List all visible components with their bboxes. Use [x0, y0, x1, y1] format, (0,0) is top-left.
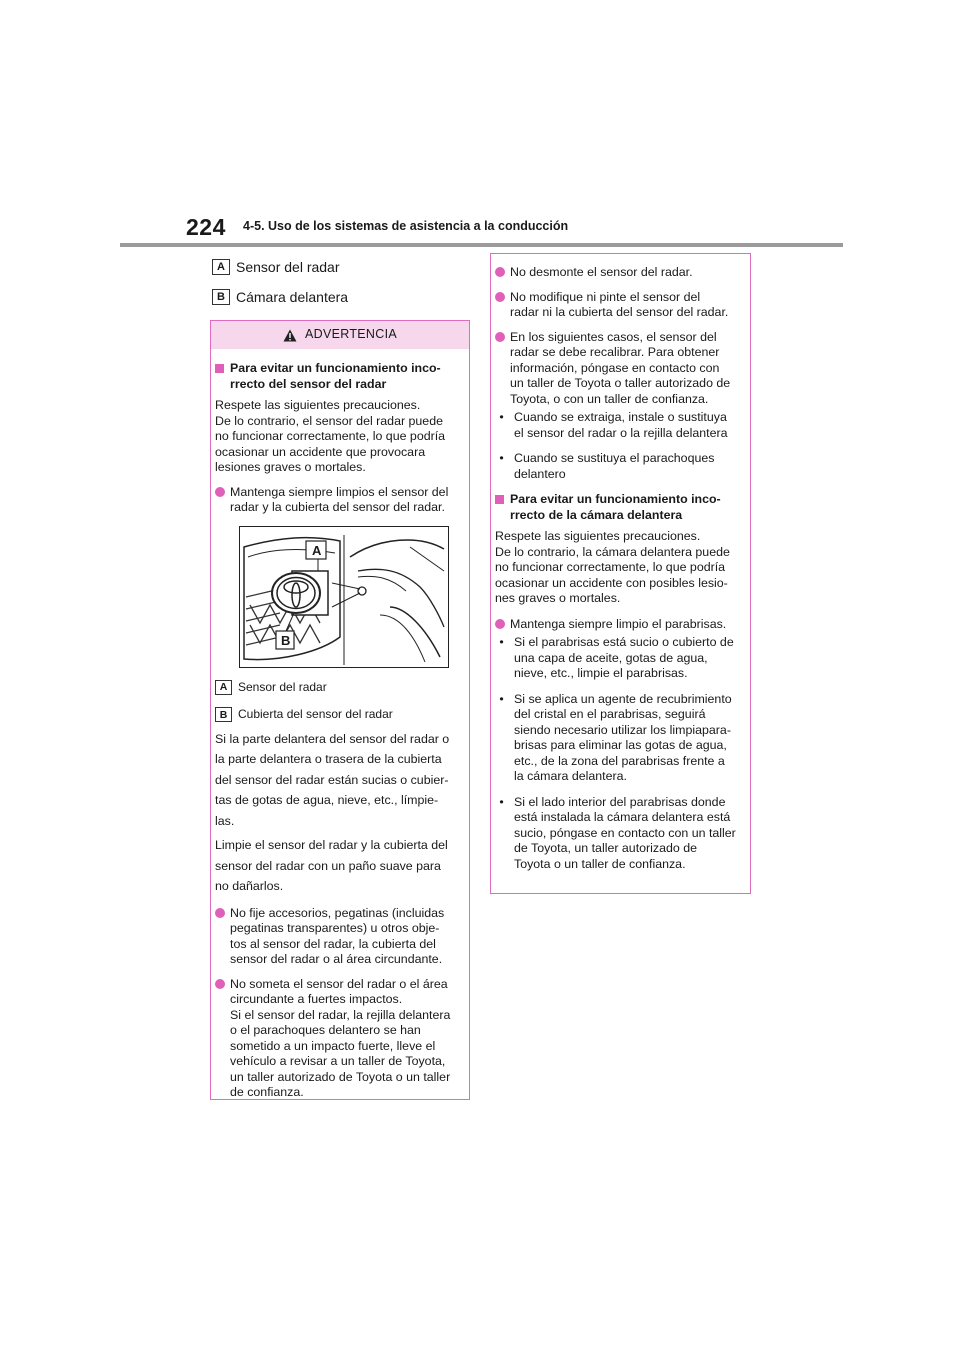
text-line: etc., de la zona del parabrisas frente a: [514, 753, 725, 768]
text-line: la parte delantera o trasera de la cubierta: [215, 752, 442, 766]
bullet-keep-clean: [215, 485, 459, 516]
text-line: Si la parte delantera del sensor del radar o: [215, 731, 450, 746]
bullet-no-modify: [495, 290, 740, 321]
warning-box: [210, 320, 470, 1100]
text-line: Respete las siguientes precauciones.: [495, 529, 701, 543]
text-line: información, póngase en contacto con: [510, 360, 720, 375]
text-line: De lo contrario, la cámara delantera puede: [495, 544, 730, 559]
figure-callout-a: A: [312, 542, 322, 558]
sub-bullet-marker: •: [499, 794, 504, 809]
text-line: Si el sensor del radar, la rejilla delantera: [230, 1007, 451, 1022]
text-line: radar ni la cubierta del sensor del radar.: [510, 305, 729, 319]
legend-radar-cover: [215, 707, 459, 723]
text-line: nes graves o mortales.: [495, 591, 621, 605]
text-line: ocasionar un accidente con posibles lesio-: [495, 575, 728, 590]
square-bullet-icon: [215, 364, 224, 373]
text-line: lesiones graves o mortales.: [215, 460, 366, 474]
legend-text: Sensor del radar: [238, 679, 327, 694]
text-line: siendo necesario utilizar los limpiapara-: [514, 722, 731, 737]
warning-heading-radar: [215, 361, 459, 392]
paragraph-dirty-sensor: [215, 729, 459, 832]
label-front-camera: [212, 289, 348, 305]
warning-box-continued: [490, 253, 751, 894]
text-line: Toyota o un taller de confianza.: [514, 856, 686, 871]
bullet-dot-icon: [495, 267, 505, 277]
label-radar-sensor: [212, 259, 340, 275]
text-line: vehículo a revisar a un taller de Toyota,: [230, 1054, 446, 1068]
bullet-dot-icon: [495, 619, 505, 629]
camera-intro: [495, 529, 740, 607]
section-title: 4-5. Uso de los sistemas de asistencia a la conducción: [243, 219, 569, 233]
text-line: una capa de aceite, gotas de agua,: [514, 650, 708, 665]
page-number: 224: [186, 214, 226, 240]
text-line: un taller de Toyota o taller autorizado de: [510, 376, 731, 390]
text-line: el sensor del radar o la rejilla delantera: [514, 425, 728, 440]
sub-item: [495, 451, 740, 482]
sub-bullet-marker: •: [499, 451, 504, 465]
text-line: no funcionar correctamente, lo que podría: [495, 560, 726, 574]
text-line: está instalada la cámara delantera está: [514, 810, 731, 824]
bullet-dot-icon: [215, 979, 225, 989]
text-line: sucio, póngase en contacto con un taller: [514, 825, 736, 840]
warning-icon: [283, 329, 297, 342]
label-text: Sensor del radar: [236, 259, 340, 275]
text-line: Si el parabrisas está sucio o cubierto de: [514, 635, 734, 649]
sub-item: [495, 635, 740, 682]
text-line: No fije accesorios, pegatinas (incluidas: [230, 905, 445, 920]
text-line: No desmonte el sensor del radar.: [510, 265, 693, 279]
badge-a: A: [212, 259, 230, 275]
text-line: circundante a fuertes impactos.: [230, 992, 403, 1006]
warning-title: ADVERTENCIA: [305, 327, 397, 342]
text-line: De lo contrario, el sensor del radar puede: [215, 413, 443, 428]
text-line: no funcionar correctamente, lo que podría: [215, 429, 446, 443]
text-line: Mantenga siempre limpios el sensor del: [230, 484, 449, 499]
heading-line: Para evitar un funcionamiento inco-: [230, 361, 441, 375]
sub-bullet-marker: •: [499, 410, 504, 424]
bullet-dot-icon: [215, 908, 225, 918]
text-line: En los siguientes casos, el sensor del: [510, 329, 717, 344]
heading-line: rrecto de la cámara delantera: [510, 507, 683, 522]
text-line: brisas para eliminar las gotas de agua,: [514, 738, 727, 752]
badge-a: A: [215, 680, 232, 695]
text-line: sensor del radar con un paño suave para: [215, 858, 441, 873]
text-line: nieve, etc., limpie el parabrisas.: [514, 666, 688, 680]
sub-item: [495, 410, 740, 441]
sub-bullet-marker: •: [499, 691, 504, 706]
square-bullet-icon: [495, 495, 504, 504]
text-line: Toyota, o con un taller de confianza.: [510, 391, 709, 406]
text-line: sometido a un impacto fuerte, lleve el: [230, 1038, 436, 1053]
text-line: de Toyota, un taller autorizado de: [514, 841, 698, 855]
text-line: tas de gotas de agua, nieve, etc., límpie-: [215, 793, 439, 807]
text-line: Cuando se sustituya el parachoques: [514, 451, 715, 465]
text-line: de confianza.: [230, 1085, 304, 1099]
radar-figure: [239, 526, 449, 668]
bullet-no-accessories: [215, 906, 459, 968]
text-line: Si el lado interior del parabrisas donde: [514, 794, 726, 809]
heading-line: rrecto del sensor del radar: [230, 376, 387, 391]
text-line: Limpie el sensor del radar y la cubierta del: [215, 838, 448, 852]
sub-bullet-marker: •: [499, 635, 504, 649]
text-line: no dañarlos.: [215, 879, 284, 893]
text-line: sensor del radar o al área circundante.: [230, 952, 443, 966]
warning-heading-camera: [495, 492, 740, 523]
legend-text: Cubierta del sensor del radar: [238, 707, 393, 721]
badge-b: B: [215, 707, 232, 722]
sub-item: [495, 795, 740, 873]
car-front-illustration: [240, 527, 448, 667]
label-text: Cámara delantera: [236, 289, 349, 305]
text-line: radar se debe recalibrar. Para obtener: [510, 345, 720, 359]
header-rule: [120, 243, 843, 247]
bullet-keep-windshield-clean: [495, 617, 740, 633]
bullet-recalibrate: [495, 330, 740, 408]
heading-line: Para evitar un funcionamiento inco-: [510, 492, 721, 506]
legend-radar-sensor: [215, 680, 459, 696]
warning-intro: [215, 398, 459, 476]
text-line: Si se aplica un agente de recubrimiento: [514, 691, 732, 706]
text-line: delantero: [514, 466, 566, 481]
text-line: No someta el sensor del radar o el área: [230, 976, 448, 991]
paragraph-clean-sensor: [215, 835, 459, 897]
text-line: Respete las siguientes precauciones.: [215, 398, 421, 412]
text-line: del sensor del radar están sucias o cubier-: [215, 772, 449, 787]
figure-callout-b: B: [281, 632, 291, 648]
bullet-no-disassemble: [495, 265, 740, 281]
text-line: un taller autorizado de Toyota o un taller: [230, 1069, 451, 1084]
bullet-dot-icon: [495, 332, 505, 342]
text-line: las.: [215, 813, 235, 828]
warning-header: [211, 321, 469, 349]
text-line: Cuando se extraiga, instale o sustituya: [514, 410, 727, 424]
bullet-dot-icon: [495, 292, 505, 302]
text-line: del cristal en el parabrisas, seguirá: [514, 707, 706, 721]
bullet-dot-icon: [215, 487, 225, 497]
text-line: o el parachoques delantero se han: [230, 1023, 421, 1037]
text-line: la cámara delantera.: [514, 769, 627, 783]
sub-item: [495, 692, 740, 785]
text-line: radar y la cubierta del sensor del radar.: [230, 500, 445, 514]
text-line: tos al sensor del radar, la cubierta del: [230, 936, 436, 951]
text-line: No modifique ni pinte el sensor del: [510, 289, 701, 304]
bullet-no-impacts: [215, 977, 459, 1101]
text-line: pegatinas transparentes) u otros obje-: [230, 921, 440, 935]
text-line: ocasionar un accidente que provocara: [215, 444, 426, 459]
text-line: Mantenga siempre limpio el parabrisas.: [510, 616, 727, 631]
badge-b: B: [212, 289, 230, 305]
